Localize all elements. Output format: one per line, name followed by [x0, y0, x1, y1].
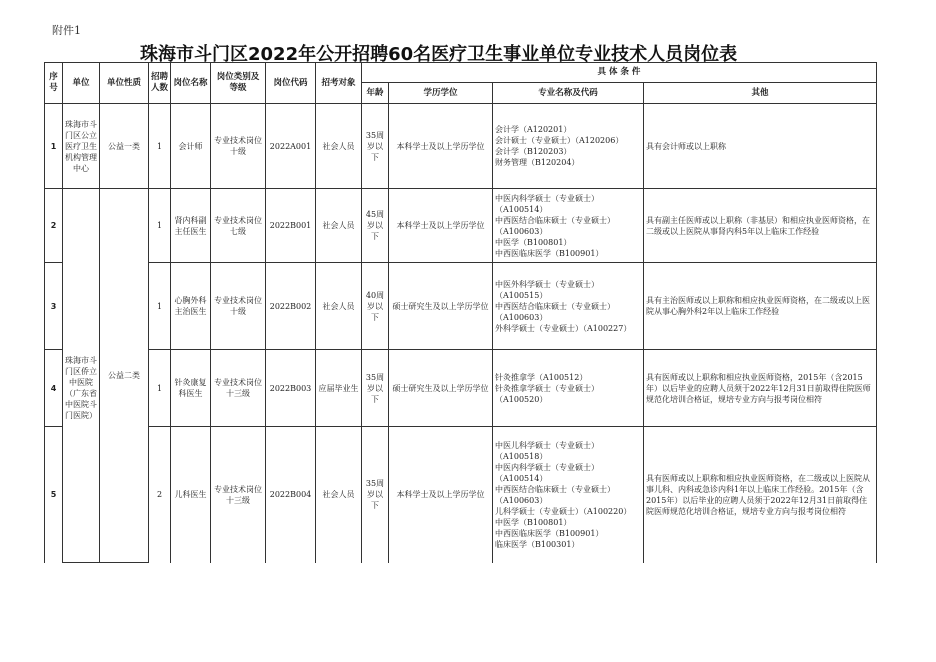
cell-major [493, 350, 644, 427]
major-item: 中西医结合临床硕士（专业硕士）（A100603） [495, 215, 615, 236]
major-item: 中西医结合临床硕士（专业硕士）（A100603） [495, 301, 615, 322]
header-post-code: 岗位代码 [266, 63, 316, 104]
major-item: 外科学硕士（专业硕士）（A100227） [495, 323, 632, 333]
cell-age: 35周岁以下 [362, 350, 389, 427]
header-post-name: 岗位名称 [171, 63, 211, 104]
cell-unit: 珠海市斗门区公立医疗卫生机构管理中心 [63, 104, 100, 189]
attachment-label: 附件1 [52, 24, 81, 37]
cell-count: 1 [149, 263, 171, 350]
cell-post-name: 针灸康复科医生 [171, 350, 211, 427]
header-major: 专业名称及代码 [493, 83, 644, 104]
table-row [45, 189, 877, 263]
major-item: 针灸推拿学（A100512） [495, 372, 588, 382]
major-item: 会计硕士（专业硕士）（A120206） [495, 136, 624, 145]
cell-count: 1 [149, 104, 171, 189]
cell-post-code: 2022B004 [266, 427, 316, 563]
cell-other: 具有会计师或以上职称 [644, 104, 877, 189]
major-item: 中医外科学硕士（专业硕士）（A100515） [495, 279, 599, 300]
cell-other: 具有医师或以上职称和相应执业医师资格，2015年（含2015年）以后毕业的应聘人员须于2022年12月31日前取得住院医师规范化培训合格证，规培专业方向与报考岗位相符 [644, 350, 877, 427]
major-item: 儿科学硕士（专业硕士）（A100220） [495, 506, 632, 516]
positions-table [44, 62, 877, 563]
cell-age: 45周岁以下 [362, 189, 389, 263]
cell-seq: 2 [45, 189, 63, 263]
header-seq: 序号 [45, 63, 63, 104]
cell-other: 具有医师或以上职称和相应执业医师资格，在二级或以上医院从事儿科、内科或急诊内科1年以上临床工作经验。2015年（含2015年）以后毕业的应聘人员须于2022年12月31日前取得住院医师规范化培训合格证，规培专业方向与报考岗位相符 [644, 427, 877, 563]
cell-seq: 1 [45, 104, 63, 189]
header-count: 招聘人数 [149, 63, 171, 104]
cell-post-type: 专业技术岗位十级 [211, 104, 266, 189]
cell-education: 硕士研究生及以上学历学位 [389, 263, 493, 350]
major-item: 会计学（B120203） [495, 147, 572, 156]
table-row [45, 263, 877, 350]
cell-age: 35周岁以下 [362, 427, 389, 563]
cell-post-code: 2022B002 [266, 263, 316, 350]
header-education: 学历学位 [389, 83, 493, 104]
header-post-type: 岗位类别及等级 [211, 63, 266, 104]
major-item: 中医学（B100801） [495, 237, 572, 247]
table-row [45, 350, 877, 427]
header-other: 其他 [644, 83, 877, 104]
cell-nature: 公益一类 [100, 104, 149, 189]
cell-post-type: 专业技术岗位七级 [211, 189, 266, 263]
page-title: 珠海市斗门区2022年公开招聘60名医疗卫生事业单位专业技术人员岗位表 [140, 44, 738, 65]
cell-nature: 公益二类 [100, 189, 149, 563]
cell-post-code: 2022B001 [266, 189, 316, 263]
major-item: 中西医临床医学（B100901） [495, 528, 604, 538]
header-target: 招考对象 [316, 63, 362, 104]
header-row [45, 63, 877, 83]
cell-post-code: 2022B003 [266, 350, 316, 427]
cell-target: 应届毕业生 [316, 350, 362, 427]
cell-post-name: 心胸外科主治医生 [171, 263, 211, 350]
major-item: 财务管理（B120204） [495, 158, 580, 167]
major-item: 中医内科学硕士（专业硕士）（A100514） [495, 462, 599, 483]
cell-education: 本科学士及以上学历学位 [389, 427, 493, 563]
cell-target: 社会人员 [316, 189, 362, 263]
major-item: 中西医临床医学（B100901） [495, 248, 604, 258]
table-row [45, 427, 877, 563]
cell-education: 本科学士及以上学历学位 [389, 104, 493, 189]
cell-education: 硕士研究生及以上学历学位 [389, 350, 493, 427]
cell-seq: 5 [45, 427, 63, 563]
cell-post-type: 专业技术岗位十级 [211, 263, 266, 350]
header-age: 年龄 [362, 83, 389, 104]
major-item: 中医内科学硕士（专业硕士）（A100514） [495, 193, 599, 214]
cell-post-code: 2022A001 [266, 104, 316, 189]
header-conditions: 具 体 条 件 [362, 63, 877, 83]
cell-count: 2 [149, 427, 171, 563]
cell-major [493, 427, 644, 563]
major-item: 会计学（A120201） [495, 125, 572, 134]
cell-count: 1 [149, 350, 171, 427]
cell-post-name: 会计师 [171, 104, 211, 189]
major-item: 中西医结合临床硕士（专业硕士）（A100603） [495, 484, 615, 505]
major-item: 中医学（B100801） [495, 517, 572, 527]
major-item: 临床医学（B100301） [495, 539, 580, 549]
cell-post-name: 儿科医生 [171, 427, 211, 563]
cell-other: 具有副主任医师或以上职称（非基层）和相应执业医师资格，在二级或以上医院从事肾内科5年以上临床工作经验 [644, 189, 877, 263]
cell-target: 社会人员 [316, 104, 362, 189]
cell-count: 1 [149, 189, 171, 263]
cell-age: 40周岁以下 [362, 263, 389, 350]
cell-major [493, 189, 644, 263]
header-unit: 单位 [63, 63, 100, 104]
unit-name: 珠海市斗门区侨立中医院（广东省中医院斗门医院） [65, 356, 97, 420]
cell-post-type: 专业技术岗位十三级 [211, 427, 266, 563]
major-item: 中医儿科学硕士（专业硕士）（A100518） [495, 440, 599, 461]
cell-education: 本科学士及以上学历学位 [389, 189, 493, 263]
cell-post-name: 肾内科副主任医生 [171, 189, 211, 263]
major-item: 针灸推拿学硕士（专业硕士）（A100520） [495, 383, 599, 404]
cell-seq: 4 [45, 350, 63, 427]
cell-age: 35周岁以下 [362, 104, 389, 189]
cell-target: 社会人员 [316, 263, 362, 350]
cell-target: 社会人员 [316, 427, 362, 563]
cell-major [493, 263, 644, 350]
header-nature: 单位性质 [100, 63, 149, 104]
cell-seq: 3 [45, 263, 63, 350]
cell-major [493, 104, 644, 189]
cell-post-type: 专业技术岗位十三级 [211, 350, 266, 427]
cell-other: 具有主治医师或以上职称和相应执业医师资格，在二级或以上医院从事心胸外科2年以上临床工作经验 [644, 263, 877, 350]
cell-unit [63, 189, 100, 563]
table-row [45, 104, 877, 189]
